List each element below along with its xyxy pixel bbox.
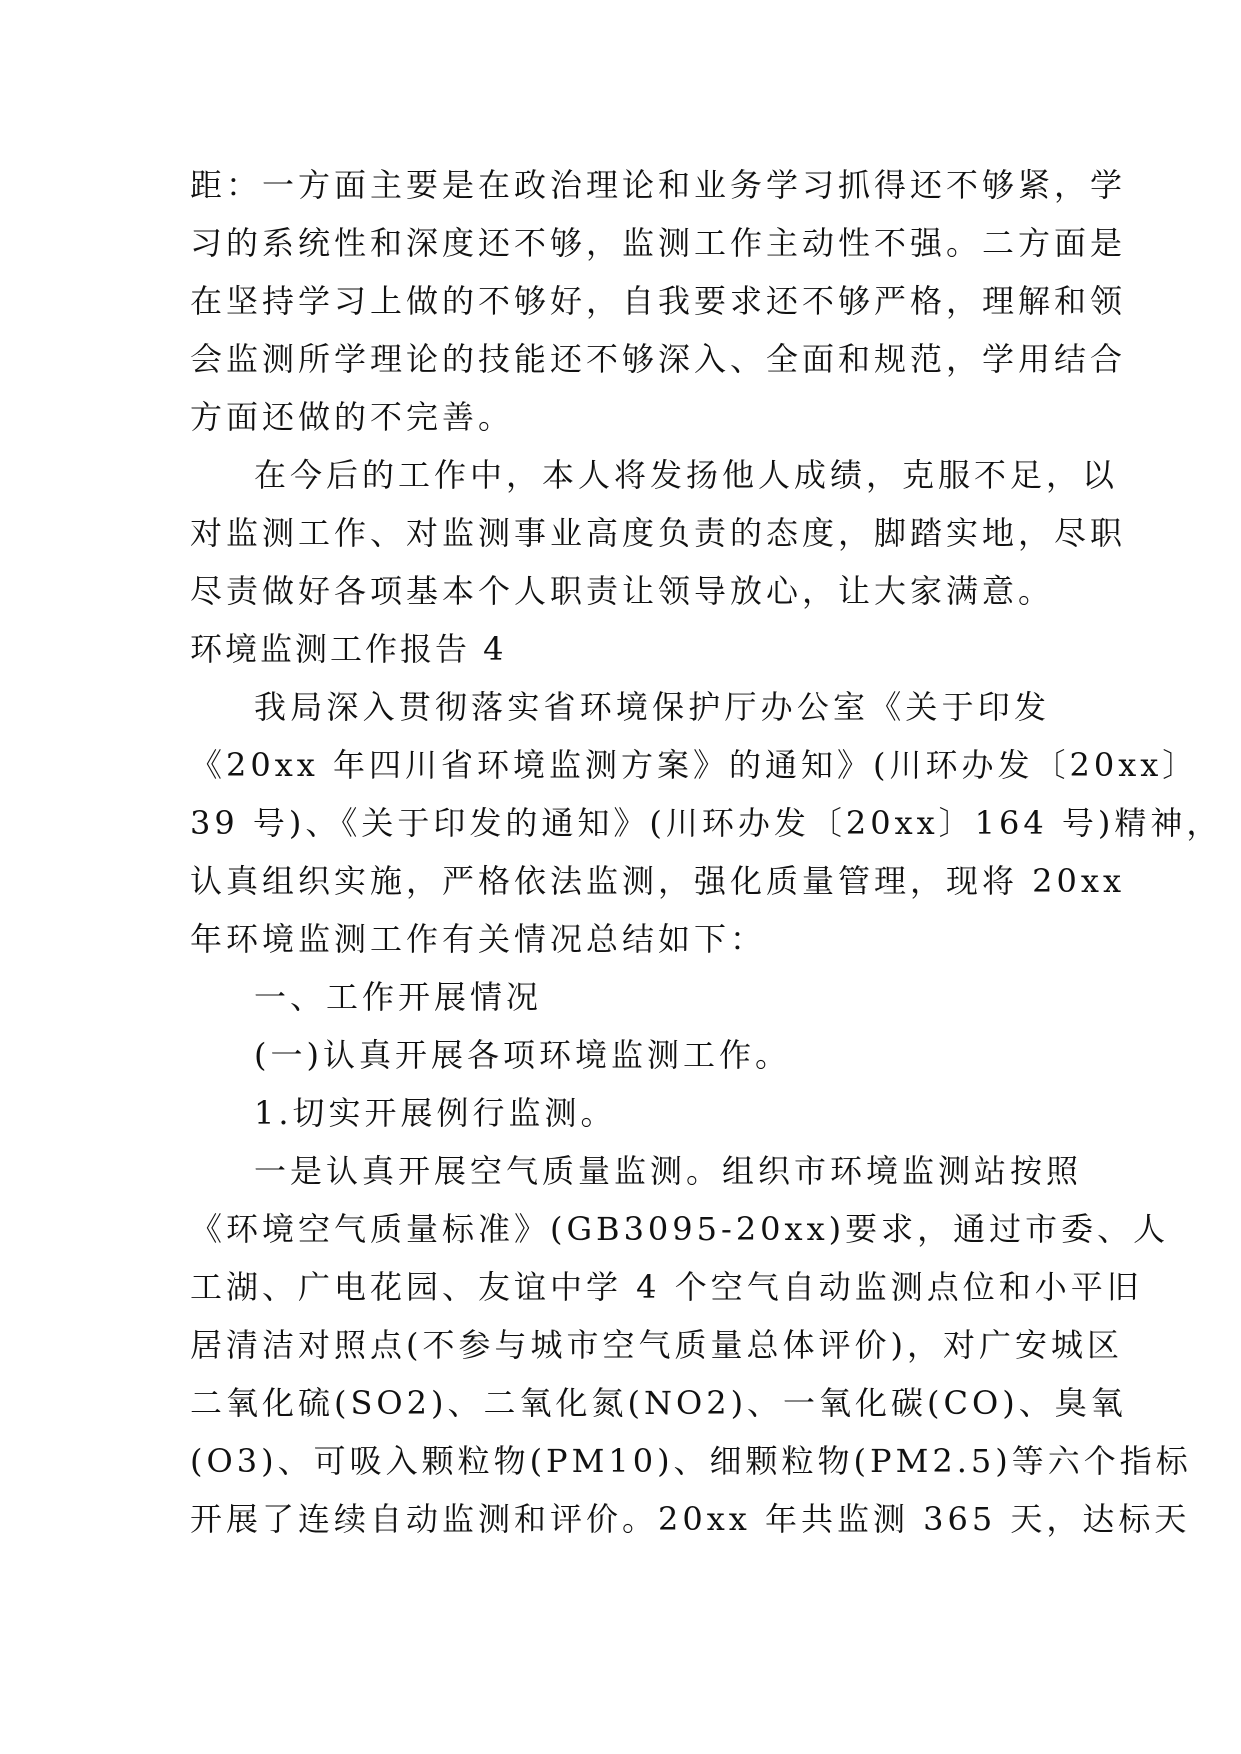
paragraph-line: 居清洁对照点(不参与城市空气质量总体评价)，对广安城区: [190, 1326, 1123, 1364]
heading-level-2: (一)认真开展各项环境监测工作。: [254, 1036, 791, 1074]
paragraph-line: 对监测工作、对监测事业高度负责的态度，脚踏实地，尽职: [190, 514, 1127, 552]
paragraph-line: 工湖、广电花园、友谊中学 4 个空气自动监测点位和小平旧: [190, 1268, 1143, 1306]
section-title: 环境监测工作报告 4: [190, 630, 507, 668]
paragraph-line: 距：一方面主要是在政治理论和业务学习抓得还不够紧，学: [190, 166, 1127, 204]
paragraph-line: 在坚持学习上做的不够好，自我要求还不够严格，理解和领: [190, 282, 1127, 320]
paragraph-line: 认真组织实施，严格依法监测，强化质量管理，现将 20xx: [190, 862, 1125, 900]
paragraph-line: 习的系统性和深度还不够，监测工作主动性不强。二方面是: [190, 224, 1127, 262]
paragraph-line: 年环境监测工作有关情况总结如下：: [190, 920, 767, 958]
paragraph-line: 《环境空气质量标准》(GB3095-20xx)要求，通过市委、人: [190, 1210, 1170, 1248]
paragraph-line: (O3)、可吸入颗粒物(PM10)、细颗粒物(PM2.5)等六个指标: [190, 1442, 1192, 1480]
paragraph-line: 《20xx 年四川省环境监测方案》的通知》(川环办发〔20xx〕: [190, 746, 1199, 784]
document-body: [190, 156, 1223, 1548]
paragraph-line: 会监测所学理论的技能还不够深入、全面和规范，学用结合: [190, 340, 1127, 378]
paragraph-line: 在今后的工作中，本人将发扬他人成绩，克服不足，以: [254, 456, 1119, 494]
paragraph-line: 我局深入贯彻落实省环境保护厅办公室《关于印发: [254, 688, 1050, 726]
paragraph-line: 尽责做好各项基本个人职责让领导放心，让大家满意。: [190, 572, 1055, 610]
heading-level-1: 一、工作开展情况: [254, 978, 543, 1016]
paragraph-line: 一是认真开展空气质量监测。组织市环境监测站按照: [254, 1152, 1083, 1190]
heading-level-3: 1.切实开展例行监测。: [254, 1094, 617, 1132]
paragraph-line: 二氧化硫(SO2)、二氧化氮(NO2)、一氧化碳(CO)、臭氧: [190, 1384, 1127, 1422]
paragraph-line: 39 号)、《关于印发的通知》(川环办发〔20xx〕164 号)精神，: [190, 804, 1223, 842]
paragraph-line: 开展了连续自动监测和评价。20xx 年共监测 365 天，达标天: [190, 1500, 1191, 1538]
paragraph-line: 方面还做的不完善。: [190, 398, 515, 436]
